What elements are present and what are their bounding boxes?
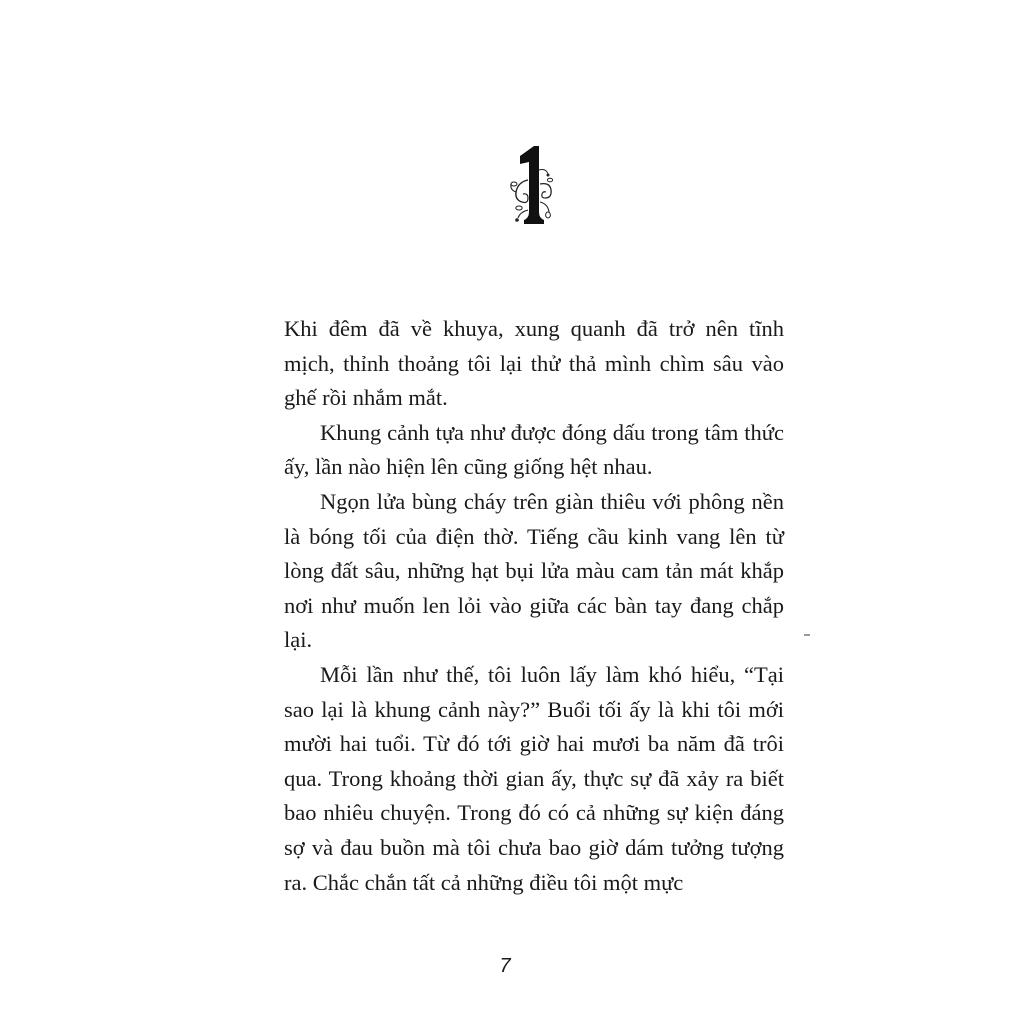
chapter-body-text xyxy=(284,312,784,900)
paragraph-2: Khung cảnh tựa như được đóng dấu trong tâm thức ấy, lần nào hiện lên cũng giống hệt nhau. xyxy=(284,419,784,480)
paragraph-1: Khi đêm đã về khuya, xung quanh đã trở nên tĩnh mịch, thỉnh thoảng tôi lại thử thả mình chìm sâu vào ghế rồi nhắm mắt. xyxy=(284,316,784,411)
floral-numeral-ornament-icon xyxy=(506,140,556,230)
chapter-number-ornament xyxy=(506,140,556,230)
paragraph-3: Ngọn lửa bùng cháy trên giàn thiêu với phông nền là bóng tối của điện thờ. Tiếng cầu kinh vang lên từ lòng đất sâu, những hạt bụi lửa màu cam tản mát khắp nơi như muốn len lỏi vào giữa các bàn tay đang chắp lại. xyxy=(284,488,784,653)
page-number: 7 xyxy=(499,955,511,977)
paragraph-4: Mỗi lần như thế, tôi luôn lấy làm khó hiểu, “Tại sao lại là khung cảnh này?” Buổi tối ấy là khi tôi mới mười hai tuổi. Từ đó tới giờ hai mươi ba năm đã trôi qua. Trong khoảng thời gian ấy, thực sự đã xảy ra biết bao nhiêu chuyện. Trong đó có cả những sự kiện đáng sợ và đau buồn mà tôi chưa bao giờ dám tưởng tượng ra. Chắc chắn tất cả những điều tôi một mực xyxy=(284,661,784,895)
print-speck xyxy=(804,634,810,636)
